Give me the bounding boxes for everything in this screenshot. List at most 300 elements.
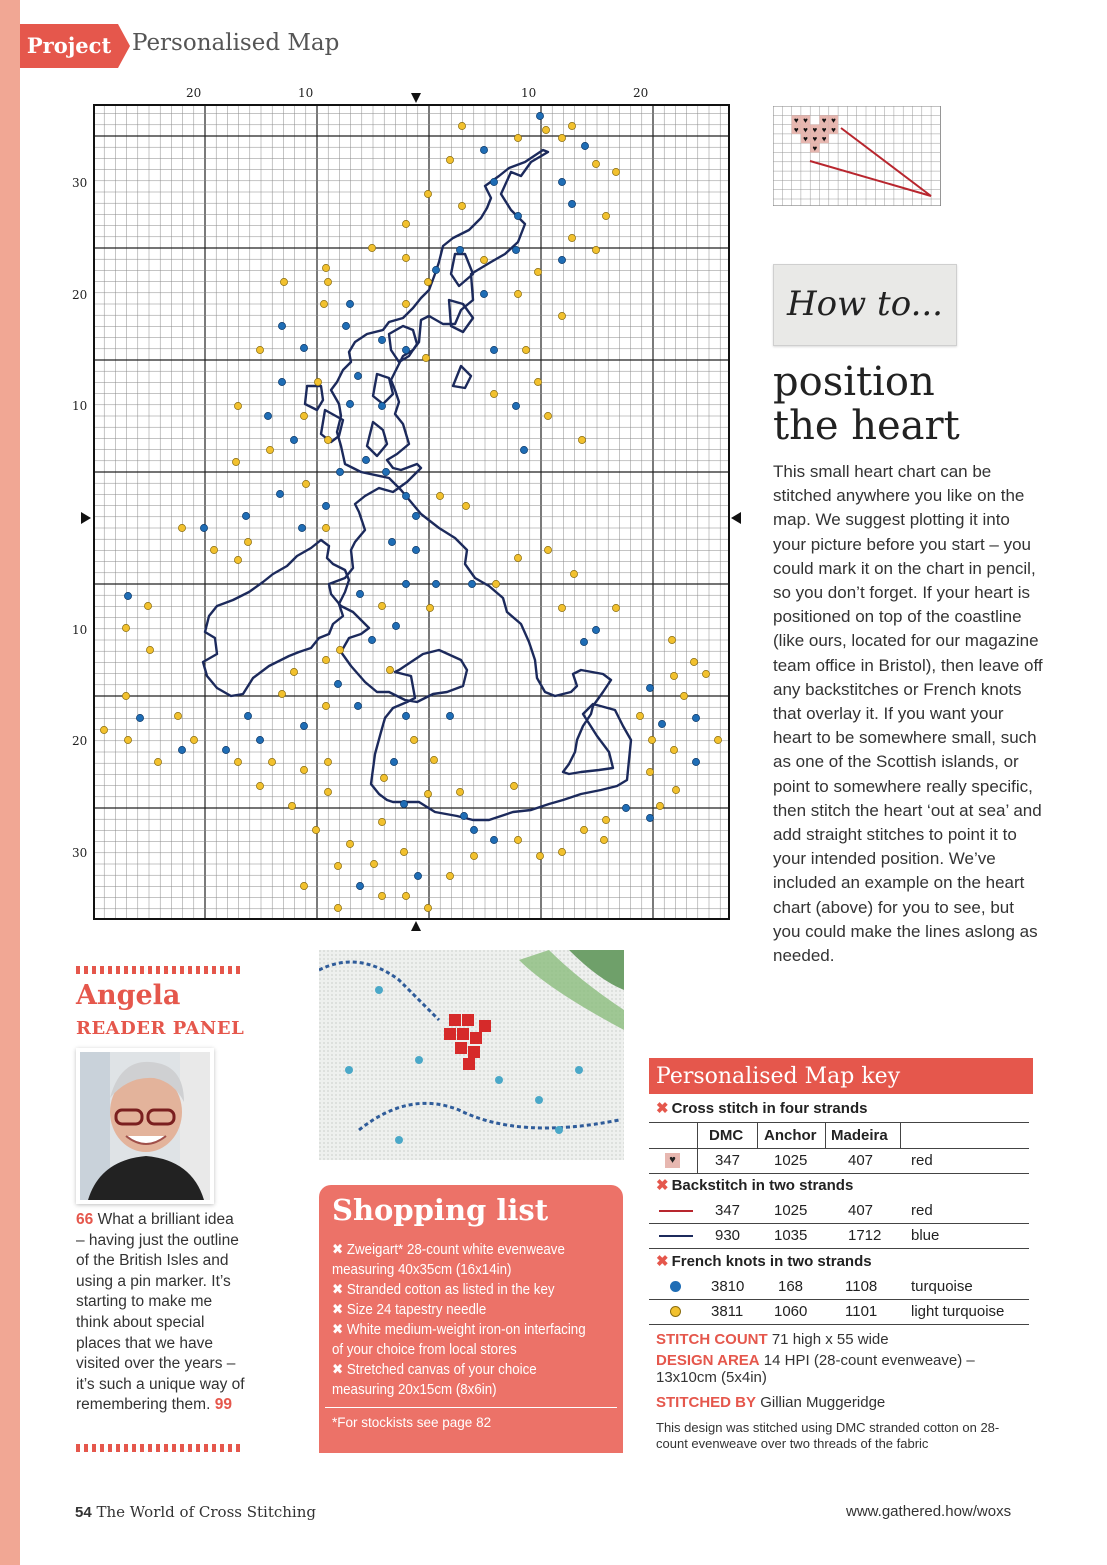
french-knot-blue — [646, 684, 653, 691]
french-knot-yellow — [178, 524, 185, 531]
french-knot-yellow — [592, 246, 599, 253]
cell-madeira: 407 — [848, 1152, 874, 1169]
light-turquoise-knot-swatch — [670, 1306, 681, 1317]
french-knot-yellow — [190, 736, 197, 743]
page-title: Personalised Map — [132, 30, 340, 56]
key-section-heading: ✖ Cross stitch in four strands — [656, 1100, 868, 1117]
french-knot-yellow — [336, 646, 343, 653]
left-scale-label: 10 — [72, 623, 88, 637]
key-section-label: French knots in two strands — [671, 1253, 872, 1270]
french-knot-yellow — [534, 378, 541, 385]
shopping-list-title: Shopping list — [332, 1193, 549, 1227]
col-divider — [697, 1148, 698, 1173]
french-knot-blue — [264, 412, 271, 419]
heart-symbol-icon: ♥ — [803, 125, 808, 135]
french-knot-blue — [378, 336, 385, 343]
french-knot-blue — [178, 746, 185, 753]
french-knot-yellow — [174, 712, 181, 719]
french-knot-blue — [278, 378, 285, 385]
list-item-text: Stretched canvas of your choice measuring 20x15cm (8x6in) — [332, 1362, 537, 1398]
how-to-body: This small heart chart can be stitched anywhere you like on the map. We suggest plotting it into your picture before you start – you could mark it on the chart in pencil, so you don’t forget. If your heart is positioned on top of the coastline (like ours, located for our magazine team office in Bristol), then leave off any backstitches or French knots that overlay it. If you want your heart to be somewhere small, such as one of the Scottish islands, or point to somewhere really specific, then stitch the heart ‘out at sea’ and add straight stitches to point it to your intended position. We’ve included an example on the heart chart (above) for you to see, but you could make the lines aslong as needed. — [773, 462, 1043, 966]
left-scale-label: 30 — [72, 846, 88, 860]
col-divider — [825, 1123, 826, 1148]
french-knot-blue — [402, 346, 409, 353]
french-knot-yellow — [146, 646, 153, 653]
key-section-heading: ✖ French knots in two strands — [656, 1253, 872, 1270]
reader-photo — [76, 1048, 214, 1204]
french-knot-blue — [322, 502, 329, 509]
stat-value: Gillian Muggeridge — [760, 1394, 886, 1411]
french-knot-yellow — [602, 816, 609, 823]
french-knot-yellow — [424, 278, 431, 285]
french-knot-blue — [278, 322, 285, 329]
cell-name: blue — [911, 1227, 940, 1244]
design-area — [656, 1352, 1016, 1386]
french-knot-yellow — [648, 736, 655, 743]
cell-madeira: 1108 — [845, 1278, 878, 1295]
french-knot-yellow — [670, 672, 677, 679]
french-knot-blue — [432, 580, 439, 587]
french-knot-blue — [346, 400, 353, 407]
top-scale-label: 10 — [298, 86, 314, 100]
french-knot-yellow — [458, 122, 465, 129]
how-to-title-line: position — [773, 359, 935, 405]
french-knot-yellow — [266, 446, 273, 453]
col-divider — [757, 1123, 758, 1148]
cell-anchor: 1035 — [774, 1227, 808, 1244]
french-knot-yellow — [124, 736, 131, 743]
heart-symbol-icon: ♥ — [803, 134, 808, 144]
left-scale-label: 20 — [72, 288, 88, 302]
french-knot-yellow — [122, 692, 129, 699]
french-knot-blue — [290, 436, 297, 443]
design-note: This design was stitched using DMC stranded cotton on 28-count evenweave over two threads of the fabric — [656, 1420, 1000, 1451]
french-knot-yellow — [558, 312, 565, 319]
french-knot-yellow — [378, 818, 385, 825]
french-knot-yellow — [522, 346, 529, 353]
cell-name: red — [911, 1152, 933, 1169]
heart-symbol-icon: ♥ — [665, 1153, 680, 1168]
list-item: ✖ White medium-weight iron-on interfacing of your choice from local stores — [332, 1322, 586, 1358]
french-knot-yellow — [558, 134, 565, 141]
stat-label: STITCHED BY — [656, 1394, 757, 1411]
french-knot-blue — [456, 246, 463, 253]
heart-symbol-icon: ♥ — [831, 125, 836, 135]
french-knot-yellow — [324, 788, 331, 795]
col-divider — [697, 1123, 698, 1148]
french-knot-yellow — [256, 346, 263, 353]
french-knot-blue — [512, 246, 519, 253]
french-knot-yellow — [380, 774, 387, 781]
french-knot-yellow — [402, 220, 409, 227]
french-knot-yellow — [386, 666, 393, 673]
french-knot-blue — [356, 590, 363, 597]
col-divider — [900, 1123, 901, 1148]
french-knot-yellow — [558, 848, 565, 855]
page-footer — [75, 1503, 316, 1521]
french-knot-blue — [490, 836, 497, 843]
section-tag: Project — [20, 24, 118, 68]
list-item: ✖ Stranded cotton as listed in the key — [332, 1282, 555, 1298]
french-knot-yellow — [400, 848, 407, 855]
list-item-text: Size 24 tapestry needle — [346, 1302, 487, 1318]
list-item: ✖ Stretched canvas of your choice measuring 20x15cm (8x6in) — [332, 1362, 537, 1398]
french-knot-blue — [334, 680, 341, 687]
cell-name: light turquoise — [911, 1303, 1005, 1320]
cell-dmc: 347 — [715, 1202, 741, 1219]
french-knot-yellow — [580, 826, 587, 833]
heart-symbol-icon: ♥ — [812, 125, 818, 135]
french-knot-yellow — [670, 746, 677, 753]
french-knot-blue — [520, 446, 527, 453]
french-knot-blue — [244, 712, 251, 719]
french-knot-blue — [354, 372, 361, 379]
heart-symbol-icon: ♥ — [812, 134, 818, 144]
french-knot-yellow — [370, 860, 377, 867]
french-knot-yellow — [462, 502, 469, 509]
stitched-by — [656, 1394, 885, 1411]
french-knot-yellow — [402, 300, 409, 307]
french-knot-yellow — [320, 300, 327, 307]
french-knot-blue — [300, 722, 307, 729]
reader-quote — [76, 1210, 246, 1416]
table-row — [649, 1299, 1029, 1325]
french-knot-yellow — [280, 278, 287, 285]
stat-label: STITCH COUNT — [656, 1331, 768, 1348]
french-knot-yellow — [600, 836, 607, 843]
french-knot-blue — [558, 256, 565, 263]
french-knot-yellow — [714, 736, 721, 743]
french-knot-yellow — [544, 546, 551, 553]
col-anchor: Anchor — [764, 1127, 817, 1144]
list-item-text: Stranded cotton as listed in the key — [346, 1282, 555, 1298]
french-knot-yellow — [558, 604, 565, 611]
french-knot-yellow — [210, 546, 217, 553]
french-knot-blue — [200, 524, 207, 531]
french-knot-yellow — [570, 570, 577, 577]
french-knot-yellow — [656, 802, 663, 809]
french-knot-yellow — [422, 354, 429, 361]
french-knot-yellow — [470, 852, 477, 859]
french-knot-yellow — [100, 726, 107, 733]
list-item: ✖ Zweigart* 28-count white evenweave measuring 40x35cm (16x14in) — [332, 1242, 565, 1278]
table-row — [649, 1274, 1029, 1300]
key-title: Personalised Map key — [649, 1058, 1033, 1094]
french-knot-yellow — [592, 160, 599, 167]
french-knot-blue — [298, 524, 305, 531]
table-row — [649, 1148, 1029, 1174]
cell-name: turquoise — [911, 1278, 973, 1295]
french-knot-yellow — [232, 458, 239, 465]
page-number: 54 — [75, 1504, 92, 1521]
french-knot-blue — [222, 746, 229, 753]
panel-border-top — [76, 966, 241, 974]
french-knot-blue — [378, 402, 385, 409]
heart-symbol-icon: ♥ — [803, 116, 808, 126]
french-knot-yellow — [244, 538, 251, 545]
french-knot-blue — [558, 178, 565, 185]
french-knot-yellow — [368, 244, 375, 251]
french-knot-blue — [342, 322, 349, 329]
left-scale-label: 10 — [72, 399, 88, 413]
french-knot-yellow — [458, 202, 465, 209]
french-knot-yellow — [672, 786, 679, 793]
french-knot-yellow — [256, 782, 263, 789]
heart-symbol-icon: ♥ — [793, 125, 799, 135]
cell-dmc: 3811 — [711, 1303, 744, 1320]
french-knot-yellow — [446, 156, 453, 163]
stat-label: DESIGN AREA — [656, 1352, 760, 1369]
french-knot-blue — [412, 546, 419, 553]
blue-backstitch-swatch — [659, 1235, 693, 1237]
french-knot-yellow — [702, 670, 709, 677]
french-knot-yellow — [278, 690, 285, 697]
french-knot-blue — [402, 492, 409, 499]
french-knot-yellow — [300, 766, 307, 773]
french-knot-blue — [336, 468, 343, 475]
french-knot-yellow — [578, 436, 585, 443]
french-knot-yellow — [334, 862, 341, 869]
french-knot-yellow — [492, 580, 499, 587]
french-knot-blue — [568, 200, 575, 207]
french-knot-yellow — [514, 134, 521, 141]
heart-symbol-icon: ♥ — [821, 134, 827, 144]
french-knot-blue — [514, 212, 521, 219]
french-knot-blue — [581, 142, 588, 149]
french-knot-yellow — [544, 412, 551, 419]
french-knot-yellow — [456, 788, 463, 795]
magazine-name: The World of Cross Stitching — [96, 1503, 316, 1521]
shopping-list-items — [332, 1240, 595, 1400]
french-knot-yellow — [490, 390, 497, 397]
french-knot-yellow — [290, 668, 297, 675]
french-knot-blue — [390, 758, 397, 765]
french-knot-yellow — [324, 278, 331, 285]
french-knot-yellow — [568, 234, 575, 241]
french-knot-yellow — [436, 492, 443, 499]
french-knot-yellow — [378, 892, 385, 899]
french-knot-yellow — [602, 212, 609, 219]
french-knot-yellow — [144, 602, 151, 609]
col-madeira: Madeira — [831, 1127, 888, 1144]
french-knot-blue — [622, 804, 629, 811]
french-knot-yellow — [612, 168, 619, 175]
french-knot-yellow — [612, 604, 619, 611]
french-knot-blue — [460, 812, 467, 819]
french-knot-yellow — [536, 852, 543, 859]
french-knot-yellow — [680, 692, 687, 699]
cell-dmc: 3810 — [711, 1278, 745, 1295]
french-knot-yellow — [378, 602, 385, 609]
french-knot-yellow — [268, 758, 275, 765]
french-knot-blue — [580, 638, 587, 645]
french-knot-blue — [592, 626, 599, 633]
french-knot-yellow — [430, 756, 437, 763]
french-knot-yellow — [122, 624, 129, 631]
red-backstitch-swatch — [659, 1210, 693, 1212]
cell-anchor: 1025 — [774, 1152, 808, 1169]
french-knot-yellow — [402, 892, 409, 899]
how-to-card: How to... — [773, 264, 957, 346]
heart-symbol-icon: ♥ — [821, 125, 827, 135]
french-knot-yellow — [322, 702, 329, 709]
french-knot-blue — [124, 592, 131, 599]
heart-symbol-icon: ♥ — [821, 116, 827, 126]
french-knot-yellow — [302, 480, 309, 487]
french-knot-yellow — [300, 412, 307, 419]
french-knot-yellow — [636, 712, 643, 719]
quote-open-mark: 66 — [76, 1211, 94, 1228]
french-knot-yellow — [234, 402, 241, 409]
left-scale-label: 30 — [72, 176, 88, 190]
map-chart — [93, 104, 730, 920]
top-scale-label: 10 — [521, 86, 537, 100]
french-knot-blue — [446, 712, 453, 719]
french-knot-blue — [692, 758, 699, 765]
french-knot-yellow — [446, 872, 453, 879]
french-knot-yellow — [410, 736, 417, 743]
footer-url: www.gathered.how/woxs — [846, 1503, 1012, 1520]
french-knot-yellow — [314, 378, 321, 385]
french-knot-yellow — [542, 126, 549, 133]
french-knot-yellow — [324, 436, 331, 443]
french-knot-blue — [242, 512, 249, 519]
french-knot-blue — [512, 402, 519, 409]
french-knot-yellow — [424, 790, 431, 797]
french-knot-blue — [368, 636, 375, 643]
french-knot-blue — [388, 538, 395, 545]
french-knot-blue — [402, 580, 409, 587]
french-knot-yellow — [510, 782, 517, 789]
french-knot-yellow — [346, 840, 353, 847]
cell-madeira: 1101 — [845, 1303, 878, 1320]
list-item-text: White medium-weight iron-on interfacing of your choice from local stores — [332, 1322, 586, 1358]
french-knot-blue — [480, 146, 487, 153]
list-item-text: Zweigart* 28-count white evenweave measuring 40x35cm (16x14in) — [332, 1242, 565, 1278]
key-section-heading: ✖ Backstitch in two strands — [656, 1177, 854, 1194]
cell-dmc: 930 — [715, 1227, 741, 1244]
french-knot-yellow — [288, 802, 295, 809]
french-knot-blue — [356, 882, 363, 889]
table-row — [649, 1223, 1029, 1249]
french-knot-yellow — [568, 122, 575, 129]
key-section-label: Backstitch in two strands — [671, 1177, 854, 1194]
quote-text: What a brilliant idea – having just the outline of the British Isles and using a pin marker. It’s starting to make me think about special places that we have visited over the years – it’s such a unique way of remembering them. — [76, 1211, 245, 1414]
french-knot-blue — [536, 112, 543, 119]
col-dmc: DMC — [709, 1127, 744, 1144]
french-knot-blue — [276, 490, 283, 497]
how-to-title-line: the heart — [773, 403, 960, 449]
french-knot-blue — [402, 712, 409, 719]
french-knot-yellow — [646, 768, 653, 775]
french-knot-blue — [382, 468, 389, 475]
stitch-count — [656, 1331, 889, 1348]
key-header-row — [649, 1123, 1029, 1149]
french-knot-yellow — [514, 290, 521, 297]
cell-name: red — [911, 1202, 933, 1219]
quote-close-mark: 99 — [214, 1396, 232, 1414]
left-scale-label: 20 — [72, 734, 88, 748]
top-scale-label: 20 — [186, 86, 202, 100]
french-knot-yellow — [668, 636, 675, 643]
french-knot-blue — [692, 714, 699, 721]
table-row — [649, 1198, 1029, 1224]
heart-symbol-icon: ♥ — [793, 116, 799, 126]
french-knot-blue — [354, 702, 361, 709]
french-knot-blue — [400, 800, 407, 807]
top-scale-label: 20 — [633, 86, 649, 100]
cell-anchor: 1025 — [774, 1202, 808, 1219]
french-knot-blue — [432, 266, 439, 273]
french-knot-yellow — [322, 656, 329, 663]
stockists-footnote: *For stockists see page 82 — [332, 1415, 492, 1430]
french-knot-blue — [256, 736, 263, 743]
french-knot-blue — [392, 622, 399, 629]
list-item: ✖ Size 24 tapestry needle — [332, 1302, 487, 1318]
french-knot-yellow — [322, 524, 329, 531]
french-knot-yellow — [534, 268, 541, 275]
french-knot-yellow — [690, 658, 697, 665]
french-knot-blue — [490, 178, 497, 185]
french-knot-yellow — [514, 554, 521, 561]
french-knot-blue — [658, 720, 665, 727]
french-knot-yellow — [234, 758, 241, 765]
stitched-sample-photo — [319, 950, 624, 1160]
french-knot-yellow — [480, 256, 487, 263]
chart-background — [93, 104, 730, 920]
french-knot-blue — [300, 344, 307, 351]
french-knot-yellow — [514, 836, 521, 843]
cell-madeira: 1712 — [848, 1227, 882, 1244]
french-knot-blue — [490, 346, 497, 353]
french-knot-blue — [480, 290, 487, 297]
how-to-title — [773, 360, 1063, 448]
cell-madeira: 407 — [848, 1202, 874, 1219]
french-knot-blue — [346, 300, 353, 307]
french-knot-yellow — [424, 190, 431, 197]
turquoise-knot-swatch — [670, 1281, 681, 1292]
french-knot-yellow — [300, 882, 307, 889]
french-knot-yellow — [154, 758, 161, 765]
french-knot-yellow — [312, 826, 319, 833]
panel-border-bottom — [76, 1444, 241, 1452]
french-knot-blue — [362, 456, 369, 463]
french-knot-blue — [136, 714, 143, 721]
french-knot-yellow — [402, 254, 409, 261]
french-knot-yellow — [324, 758, 331, 765]
stat-value: 14 HPI (28-count evenweave) – 13x10cm (5x4in) — [656, 1352, 975, 1386]
heart-symbol-icon: ♥ — [831, 116, 836, 126]
shopping-list-divider — [325, 1407, 617, 1408]
key-section-label: Cross stitch in four strands — [671, 1100, 868, 1117]
french-knot-yellow — [334, 904, 341, 911]
cell-anchor: 1060 — [774, 1303, 808, 1320]
reader-name: Angela — [76, 980, 181, 1011]
french-knot-yellow — [234, 556, 241, 563]
french-knot-blue — [470, 826, 477, 833]
french-knot-yellow — [322, 264, 329, 271]
cell-anchor: 168 — [778, 1278, 804, 1295]
french-knot-blue — [646, 814, 653, 821]
reader-panel-subtitle: READER PANEL — [76, 1018, 245, 1039]
cell-dmc: 347 — [715, 1152, 741, 1169]
french-knot-blue — [468, 580, 475, 587]
heart-symbol-icon: ♥ — [812, 144, 818, 153]
french-knot-blue — [412, 512, 419, 519]
stat-value: 71 high x 55 wide — [771, 1331, 889, 1348]
french-knot-yellow — [424, 904, 431, 911]
french-knot-yellow — [426, 604, 433, 611]
